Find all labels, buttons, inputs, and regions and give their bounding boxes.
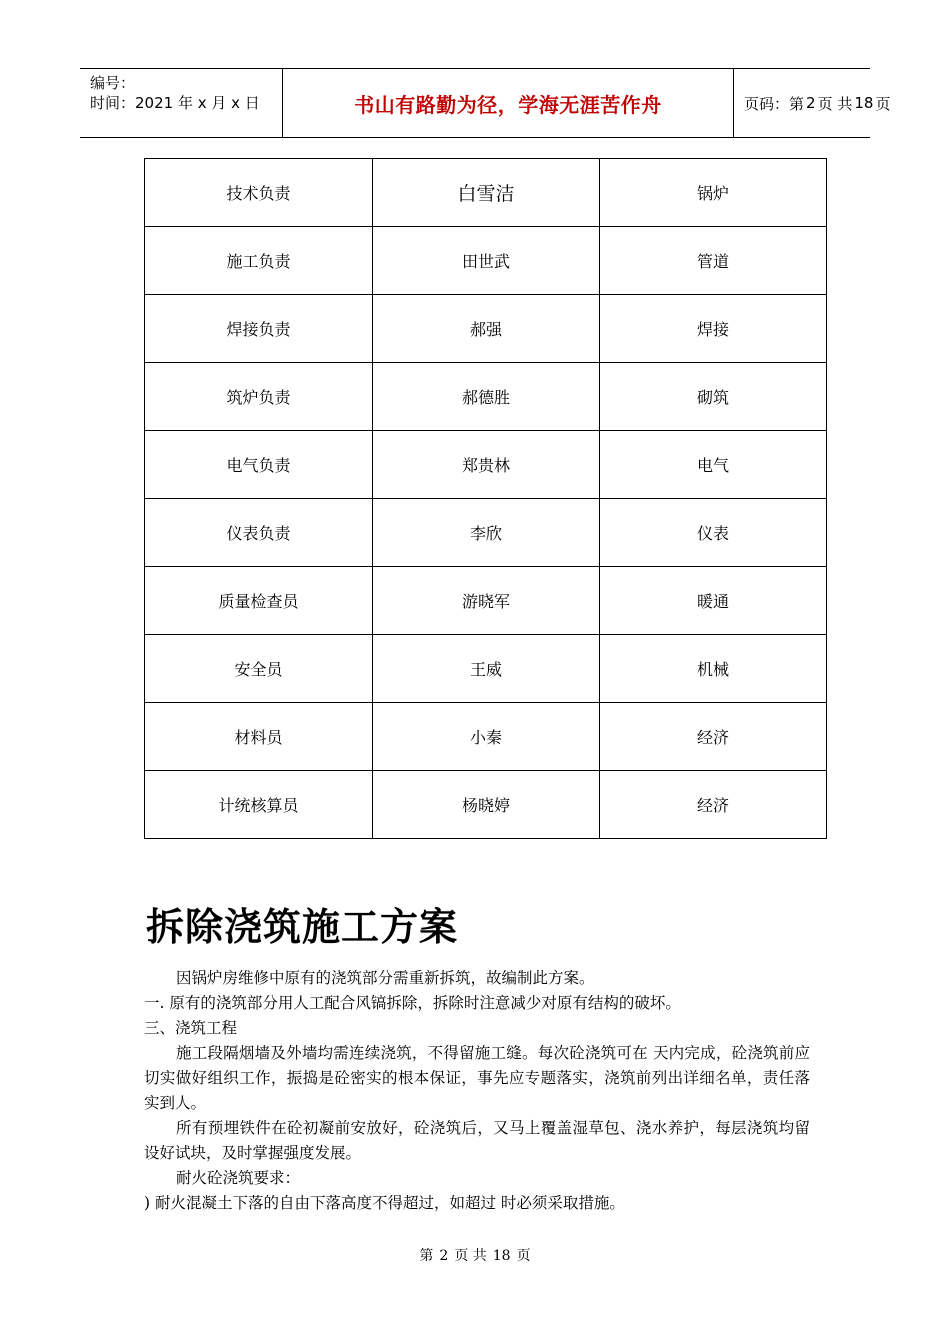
area-cell: 暖通: [600, 567, 827, 635]
footer-total-pages: 18: [492, 1248, 511, 1264]
table-row: [145, 567, 827, 635]
paragraph-demolition: 一. 原有的浇筑部分用人工配合风镐拆除，拆除时注意减少对原有结构的破坏。: [144, 994, 681, 1012]
area-cell: 锅炉: [600, 159, 827, 227]
body-text: [144, 966, 810, 1216]
name-cell: 郝德胜: [373, 363, 600, 431]
page-header: [80, 68, 891, 138]
header-meta: [80, 69, 282, 137]
footer-prefix: 第: [419, 1248, 434, 1264]
paragraph-continuous-pouring: 施工段隔烟墙及外墙均需连续浇筑，不得留施工缝。每次砼浇筑可在 天内完成，砼浇筑前应切实做好组织工作，振捣是砼密实的根本保证，事先应专题落实，浇筑前列出详细名单，责任落实到人。: [144, 1044, 810, 1112]
footer-current-page: 2: [439, 1248, 449, 1264]
page-end: 页: [875, 94, 891, 113]
table-row: [145, 431, 827, 499]
page-total: 18: [854, 94, 874, 112]
paragraph-drop-height: ) 耐火混凝土下落的自由下落高度不得超过，如超过 时必须采取措施。: [144, 1194, 625, 1212]
name-cell: 郑贵林: [373, 431, 600, 499]
paragraph-embedded-parts: 所有预埋铁件在砼初凝前安放好，砼浇筑后，又马上覆盖湿草包、浇水养护，每层浇筑均留设好试块，及时掌握强度发展。: [144, 1119, 810, 1162]
role-cell: 技术负责: [145, 159, 373, 227]
area-cell: 经济: [600, 771, 827, 839]
role-cell: 安全员: [145, 635, 373, 703]
area-cell: 仪表: [600, 499, 827, 567]
role-cell: 施工负责: [145, 227, 373, 295]
page-footer: [0, 1245, 950, 1265]
header-page-number: [734, 69, 891, 137]
role-cell: 筑炉负责: [145, 363, 373, 431]
area-cell: 电气: [600, 431, 827, 499]
role-cell: 电气负责: [145, 431, 373, 499]
paragraph-intro: 因锅炉房维修中原有的浇筑部分需重新拆筑，故编制此方案。: [176, 969, 595, 987]
table-row: [145, 363, 827, 431]
page-current: 2: [806, 94, 816, 112]
name-cell: 杨晓婷: [373, 771, 600, 839]
page-label: 页码：第: [744, 94, 805, 113]
area-cell: 管道: [600, 227, 827, 295]
role-cell: 质量检查员: [145, 567, 373, 635]
section-title: 拆除浇筑施工方案: [146, 905, 459, 949]
document-date: 时间：2021 年 x 月 x 日: [90, 94, 260, 112]
subheading-pouring: 三、浇筑工程: [144, 1019, 238, 1037]
header-motto: 书山有路勤为径，学海无涯苦作舟: [282, 69, 734, 137]
area-cell: 砌筑: [600, 363, 827, 431]
area-cell: 经济: [600, 703, 827, 771]
page-separator: 页 共: [817, 94, 853, 113]
table-row: [145, 499, 827, 567]
table-row: [145, 295, 827, 363]
role-cell: 计统核算员: [145, 771, 373, 839]
name-cell: 游晓军: [373, 567, 600, 635]
name-cell: 田世武: [373, 227, 600, 295]
role-cell: 仪表负责: [145, 499, 373, 567]
table-row: [145, 227, 827, 295]
name-cell: 李欣: [373, 499, 600, 567]
document-number-label: 编号：: [90, 74, 136, 92]
table-row: [145, 703, 827, 771]
name-cell: 白雪洁: [373, 159, 600, 227]
name-cell: 郝强: [373, 295, 600, 363]
role-cell: 材料员: [145, 703, 373, 771]
paragraph-refractory-requirements: 耐火砼浇筑要求：: [176, 1169, 301, 1187]
footer-middle: 页 共: [454, 1248, 487, 1264]
name-cell: 王威: [373, 635, 600, 703]
name-cell: 小秦: [373, 703, 600, 771]
table-row: [145, 159, 827, 227]
staff-table: [144, 158, 827, 839]
footer-suffix: 页: [516, 1248, 531, 1264]
role-cell: 焊接负责: [145, 295, 373, 363]
table-row: [145, 771, 827, 839]
area-cell: 机械: [600, 635, 827, 703]
table-row: [145, 635, 827, 703]
area-cell: 焊接: [600, 295, 827, 363]
